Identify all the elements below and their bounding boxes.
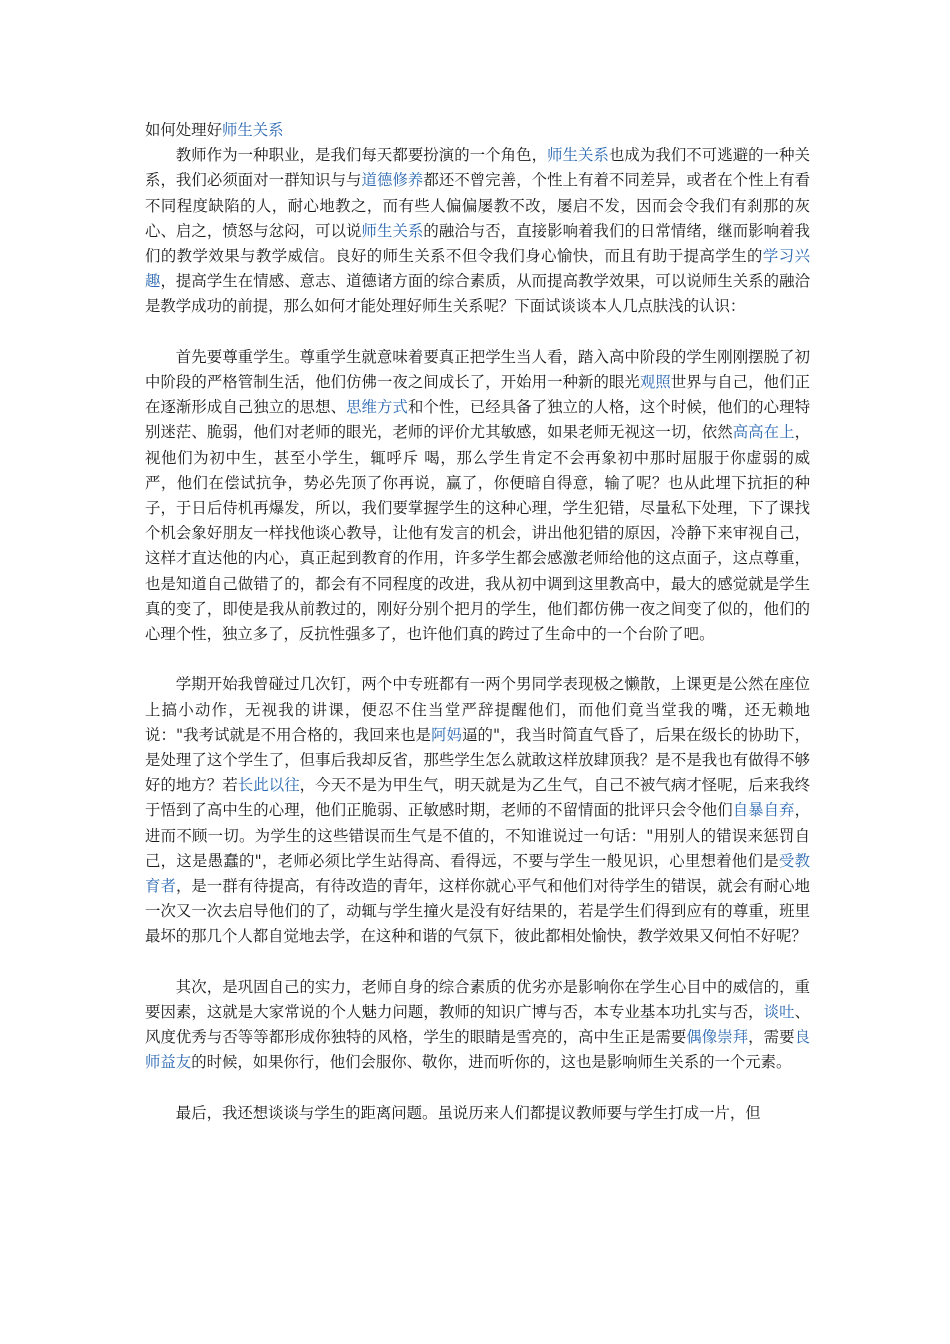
document-title: [145, 118, 810, 143]
keyword-link[interactable]: 自暴自弃: [732, 801, 795, 820]
text-run: 最后，我还想谈谈与学生的距离问题。虽说历来人们都提议教师要与学生打成一片，但: [175, 1103, 761, 1122]
text-run: ，是一群有待提高，有待改造的青年，这样你就心平气和他们对待学生的错误，就会有耐心地一次又一次去启导他们的了，动辄与学生撞火是没有好结果的，若是学生们得到应有的尊重，班里最坏的那几个人都自觉地去学，在这种和谐的气氛下，彼此都相处愉快，教学效果又何怕不好呢？: [145, 877, 810, 946]
text-run: 也成为我们不可逃避的一种关系，我们必须面对一群知识与与: [145, 146, 810, 190]
keyword-link[interactable]: 学习兴趣: [145, 247, 810, 291]
text-run: 都还不曾完善，个性上有着不同差异，或者在个性上有看不同程度缺陷的人，耐心地教之，而有些人偏偏屡教不改，屡启不发，因而会令我们有刹那的灰心、启之，愤怒与忿闷，可以说: [145, 171, 810, 240]
text-run: 教师作为一种职业，是我们每天都要扮演的一个角色，: [175, 146, 548, 165]
body-paragraph: [145, 1101, 810, 1126]
text-run: 其次，是巩固自己的实力，老师自身的综合素质的优劣亦是影响你在学生心目中的威信的，重要因素，这就是大家常说的个人魅力问题，教师的知识广博与否，本专业基本功扎实与否，: [145, 977, 810, 1022]
text-run: ，需要: [748, 1028, 795, 1047]
text-run: 、风度优秀与否等等都形成你独特的风格，学生的眼睛是雪亮的，高中生正是需要: [145, 1003, 810, 1047]
keyword-link[interactable]: 长此以往: [237, 776, 300, 795]
text-run: 首先要尊重学生。尊重学生就意味着要真正把学生当人看，踏入高中阶段的学生刚刚摆脱了初中阶段的严格管制生活，他们仿佛一夜之间成长了，开始用一种新的眼光: [145, 347, 810, 392]
document-page: [145, 118, 810, 1151]
keyword-link[interactable]: 师生关系: [547, 146, 609, 165]
keyword-link[interactable]: 阿妈: [431, 725, 463, 744]
text-run: ，进而不顾一切。为学生的这些错误而生气是不值的，不知谁说过一句话："用别人的错误来惩罚自己，这是愚蠢的"，老师必须比学生站得高、看得远，不要与学生一般见识，心里想着他们是: [145, 801, 810, 870]
text-run: 的时候，如果你行，他们会服你、敬你，进而听你的，这也是影响师生关系的一个元素。: [191, 1053, 792, 1072]
keyword-link[interactable]: 道德修养: [361, 171, 424, 190]
text-run: ，视他们为初中生，甚至小学生，辄呼斥 喝，那么学生肯定不会再象初中那时屈服于你虚弱的威严，他们在偿试抗争，势必先顶了你再说，赢了，你便暗自得意，输了呢？也从此埋下抗拒的种子，于日后侍机再爆发，所以，我们要掌握学生的这种心理，学生犯错，尽量私下处理，下了课找个机会象好朋友一样找他谈心教导，让他有发言的机会，讲出他犯错的原因，冷静下来审视自己，这样才直达他的内心，真正起到教育的作用，许多学生都会感激老师给他的这点面子，这点尊重，也是知道自己做错了的，都会有不同程度的改进，我从初中调到这里教高中，最大的感觉就是学生真的变了，即使是我从前教过的，刚好分别个把月的学生，他们都仿佛一夜之间变了似的，他们的心理个性，独立多了，反抗性强多了，也许他们真的跨过了生命中的一个台阶了吧。: [145, 423, 810, 644]
keyword-link[interactable]: 思维方式: [346, 398, 408, 417]
body-paragraph: [145, 143, 810, 319]
body-paragraph: [145, 672, 810, 949]
keyword-link[interactable]: 观照: [639, 373, 671, 392]
keyword-link[interactable]: 受教育者: [145, 851, 810, 896]
body-paragraph: [145, 975, 810, 1076]
text-run: 和个性，已经具备了独立的人格，这个时候，他们的心理特别迷茫、脆弱，他们对老师的眼光，老师的评价尤其敏感，如果老师无视这一切，依然: [145, 398, 810, 442]
document-body: [145, 143, 810, 1126]
text-run: 的融洽与否，直接影响着我们的日常情绪，继而影响着我们的教学效果与教学威信。良好的师生关系不但令我们身心愉快，而且有助于提高学生的: [145, 221, 810, 266]
keyword-link[interactable]: 良师益友: [145, 1028, 810, 1072]
keyword-link[interactable]: 师生关系: [361, 221, 424, 240]
keyword-link[interactable]: 师生关系: [221, 121, 284, 139]
keyword-link[interactable]: 谈吐: [763, 1003, 795, 1022]
keyword-link[interactable]: 高高在上: [732, 423, 795, 442]
text-run: 学期开始我曾碰过几次钉，两个中专班都有一两个男同学表现极之懒散，上课更是公然在座位上搞小动作，无视我的讲课，便忍不住当堂严辞提醒他们，而他们竟当堂我的嘴，还无赖地说："我考试就是不用合格的，我回来也是: [145, 675, 810, 744]
text-run: 逼的"，我当时简直气昏了，后果在级长的协助下，是处理了这个学生了，但事后我却反省，那些学生怎么就敢这样放肆顶我？是不是我也有做得不够好的地方？若: [145, 725, 810, 795]
text-run: ，提高学生在情感、意志、道德诸方面的综合素质，从而提高教学效果，可以说师生关系的融洽是教学成功的前提，那么如何才能处理好师生关系呢？下面试谈谈本人几点肤浅的认识：: [145, 272, 810, 316]
text-run: 如何处理好: [145, 121, 222, 139]
keyword-link[interactable]: 偶像崇拜: [686, 1028, 749, 1047]
body-paragraph: [145, 345, 810, 647]
text-run: ，今天不是为甲生气，明天就是为乙生气，自己不被气病才怪呢，后来我终于悟到了高中生的心理，他们正脆弱、正敏感时期，老师的不留情面的批评只会令他们: [145, 776, 810, 820]
text-run: 世界与自己，他们正在逐渐形成自己独立的思想、: [145, 373, 810, 417]
